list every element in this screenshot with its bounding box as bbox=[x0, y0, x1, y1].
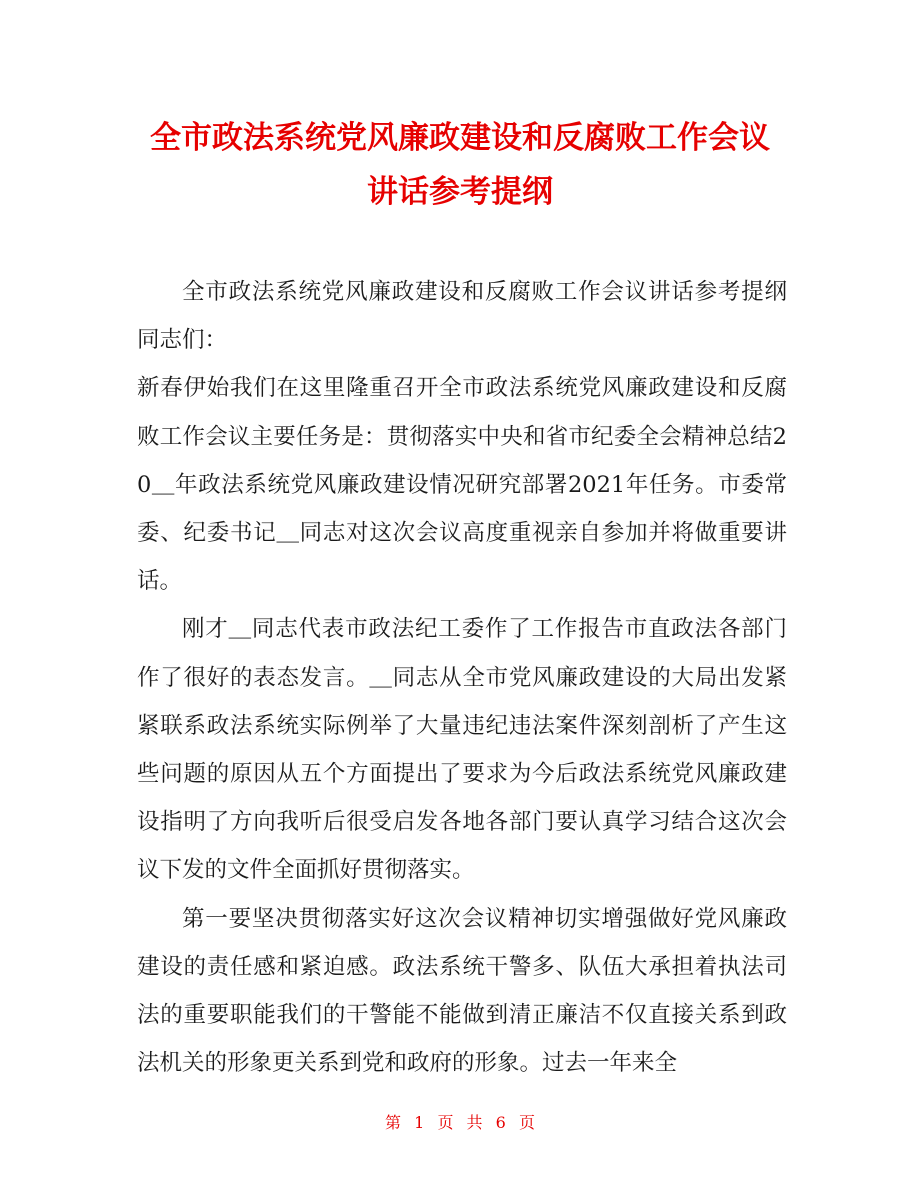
footer-total-pages: 6 bbox=[495, 1113, 506, 1132]
paragraph-3: 刚才＿同志代表市政法纪工委作了工作报告市直政法各部门作了很好的表态发言。＿同志从全市党风廉政建设的大局出发紧紧联系政法系统实际例举了大量违纪违法案件深刻剖析了产生这些问题的原因从五个方面提出了要求为今后政法系统党风廉政建设指明了方向我听后很受启发各地各部门要认真学习结合这次会议下发的文件全面抓好贯彻落实。 bbox=[137, 616, 787, 884]
page-number-footer bbox=[0, 1112, 920, 1134]
footer-page-suffix: 页 bbox=[518, 1113, 535, 1132]
paragraph-4: 第一要坚决贯彻落实好这次会议精神切实增强做好党风廉政建设的责任感和紧迫感。政法系统干警多、队伍大承担着执法司法的重要职能我们的干警能不能做到清正廉洁不仅直接关系到政法机关的形象更关系到党和政府的形象。过去一年来全 bbox=[137, 905, 787, 1077]
document-body bbox=[137, 268, 810, 1087]
document-title-line-1: 全市政法系统党风廉政建设和反腐败工作会议 bbox=[150, 120, 770, 156]
document-title-line-2: 讲话参考提纲 bbox=[367, 174, 553, 210]
paragraph-1: 全市政法系统党风廉政建设和反腐败工作会议讲话参考提纲 同志们： bbox=[137, 279, 810, 354]
footer-current-page: 1 bbox=[414, 1113, 425, 1132]
footer-page-label: 页 bbox=[437, 1113, 454, 1132]
paragraph-2: 新春伊始我们在这里隆重召开全市政法系统党风廉政建设和反腐败工作会议主要任务是：贯彻落实中央和省市纪委全会精神总结20＿年政法系统党风廉政建设情况研究部署2021年任务。市委常委、纪委书记＿同志对这次会议高度重视亲自参加并将做重要讲话。 bbox=[137, 375, 787, 595]
footer-prefix: 第 bbox=[385, 1113, 402, 1132]
footer-total-prefix: 共 bbox=[466, 1113, 483, 1132]
